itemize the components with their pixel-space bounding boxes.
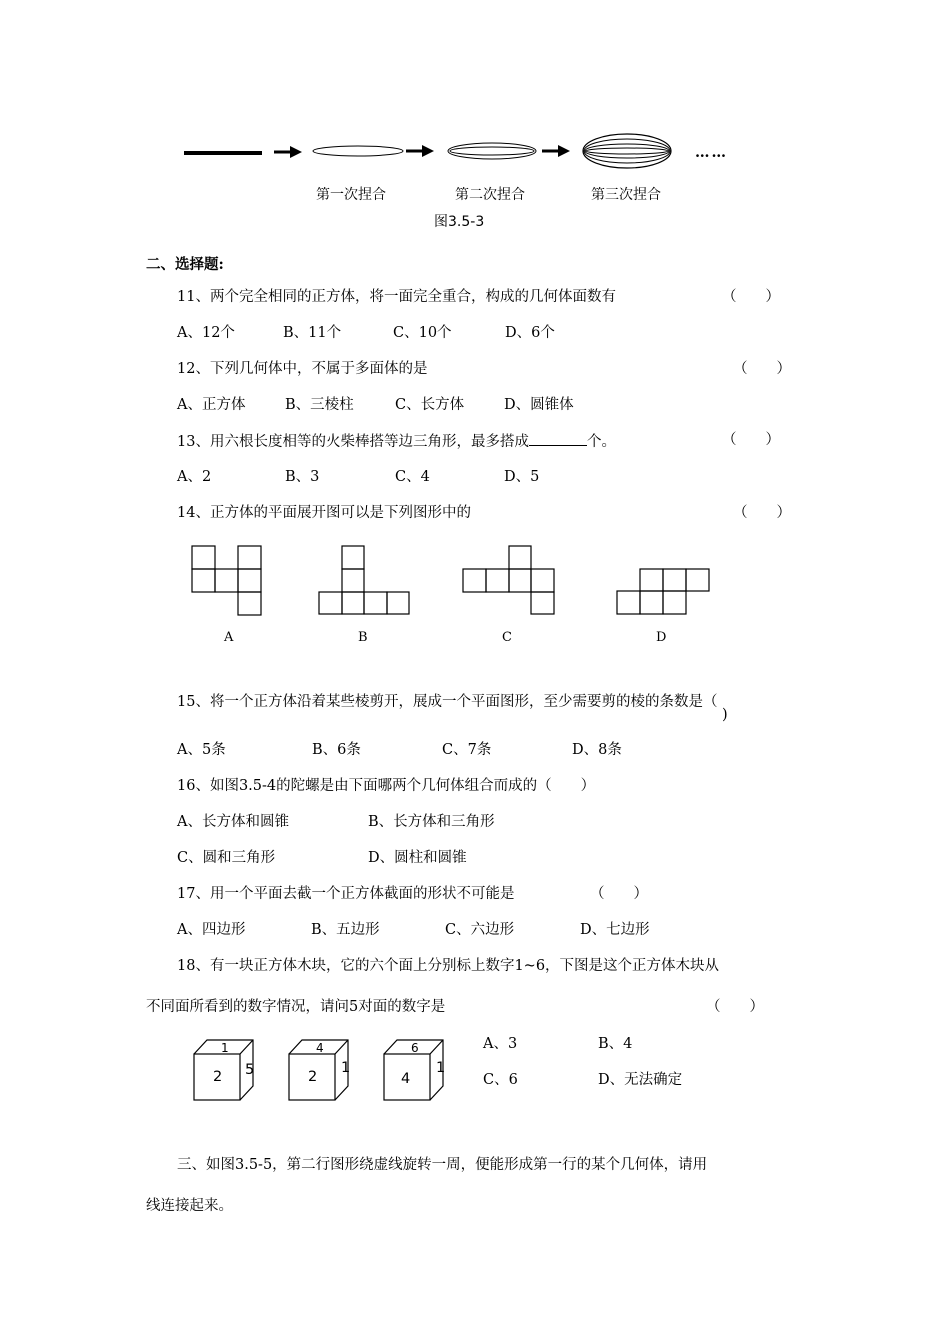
option-a: A、5条 <box>177 742 226 758</box>
question-11-stem: 11、两个完全相同的正方体，将一面完全重合，构成的几何体面数有 <box>177 289 616 305</box>
question-12-stem: 12、下列几何体中，不属于多面体的是 <box>177 361 428 377</box>
option-d: D、七边形 <box>580 922 650 938</box>
option-c: C、7条 <box>442 742 492 758</box>
cube-3-front: 4 <box>401 1071 411 1087</box>
cube-3-top: 6 <box>411 1041 419 1055</box>
arrow-icon <box>406 145 434 157</box>
net-d <box>617 569 709 614</box>
answer-blank[interactable] <box>529 431 587 446</box>
question-13-stem <box>177 431 616 451</box>
option-d: D、6个 <box>505 325 555 341</box>
option-b: B、3 <box>285 469 320 485</box>
option-c: C、6 <box>483 1072 518 1088</box>
ellipse-third <box>583 134 671 168</box>
net-b <box>319 546 409 614</box>
arrow-icon <box>542 145 570 157</box>
option-a: A、四边形 <box>177 922 246 938</box>
question-15-stem: 15、将一个正方体沿着某些棱剪开，展成一个平面图形，至少需要剪的棱的条数是（ <box>177 694 718 710</box>
question-17-stem: 17、用一个平面去截一个正方体截面的形状不可能是 <box>177 886 515 902</box>
question-18-stem-line1: 18、有一块正方体木块，它的六个面上分别标上数字1~6，下图是这个正方体木块从 <box>177 958 720 974</box>
stem-after: 个。 <box>586 434 616 450</box>
answer-paren-close: ) <box>722 707 728 723</box>
ellipse-first <box>313 146 403 156</box>
section-3-line1: 三、如图3.5-5，第二行图形绕虚线旋转一周，便能形成第一行的某个几何体，请用 <box>177 1157 708 1173</box>
option-b: B、11个 <box>283 325 342 341</box>
option-c: C、10个 <box>393 325 452 341</box>
option-d: D、8条 <box>572 742 622 758</box>
question-16-stem: 16、如图3.5-4的陀螺是由下面哪两个几何体组合而成的（ ） <box>177 778 596 794</box>
figure-label-third: 第三次捏合 <box>591 187 661 203</box>
option-c: C、六边形 <box>445 922 515 938</box>
answer-paren: （ ） <box>706 999 764 1015</box>
cube-1-side: 5 <box>245 1062 255 1078</box>
cube-2-side: 1 <box>341 1060 351 1076</box>
option-a: A、12个 <box>177 325 235 341</box>
option-b: B、4 <box>598 1036 633 1052</box>
option-d: D、圆锥体 <box>504 397 574 413</box>
option-d: D、圆柱和圆锥 <box>368 850 467 866</box>
option-b: B、长方体和三角形 <box>368 814 495 830</box>
answer-paren: （ ） <box>722 432 780 448</box>
cube-3-side: 1 <box>436 1060 446 1076</box>
cube-1-top: 1 <box>221 1041 229 1055</box>
net-c <box>463 546 554 614</box>
cube-1-front: 2 <box>213 1069 223 1085</box>
option-b: B、五边形 <box>311 922 380 938</box>
figure-label-second: 第二次捏合 <box>455 187 525 203</box>
option-c: C、长方体 <box>395 397 465 413</box>
net-label-a: A <box>224 630 234 645</box>
stem-before: 13、用六根长度相等的火柴棒搭等边三角形，最多搭成 <box>177 434 529 450</box>
net-label-d: D <box>656 630 667 645</box>
question-14-stem: 14、正方体的平面展开图可以是下列图形中的 <box>177 505 471 521</box>
cube-2-top: 4 <box>316 1041 324 1055</box>
ellipse-second <box>448 143 536 159</box>
net-label-b: B <box>358 630 368 645</box>
option-c: C、圆和三角形 <box>177 850 276 866</box>
figure-caption: 图3.5-3 <box>434 214 485 230</box>
option-d: D、无法确定 <box>598 1072 683 1088</box>
answer-paren: （ ） <box>722 289 780 305</box>
net-a <box>192 546 261 615</box>
option-a: A、2 <box>177 469 212 485</box>
answer-paren: （ ） <box>733 361 791 377</box>
arrow-icon <box>274 146 302 158</box>
figure-label-first: 第一次捏合 <box>316 187 386 203</box>
option-a: A、长方体和圆锥 <box>177 814 289 830</box>
option-b: B、三棱柱 <box>285 397 354 413</box>
option-c: C、4 <box>395 469 430 485</box>
cube-2-front: 2 <box>308 1069 318 1085</box>
option-a: A、3 <box>483 1036 518 1052</box>
answer-paren: （ ） <box>590 886 648 902</box>
answer-paren: （ ） <box>733 505 791 521</box>
option-a: A、正方体 <box>177 397 246 413</box>
question-18-stem-line2: 不同面所看到的数字情况，请问5对面的数字是 <box>146 999 446 1015</box>
section-3-line2: 线连接起来。 <box>146 1198 233 1214</box>
section-title: 二、选择题: <box>146 256 224 273</box>
ellipsis-dots: …… <box>695 144 728 161</box>
net-label-c: C <box>502 630 512 645</box>
option-b: B、6条 <box>312 742 361 758</box>
option-d: D、5 <box>504 469 540 485</box>
